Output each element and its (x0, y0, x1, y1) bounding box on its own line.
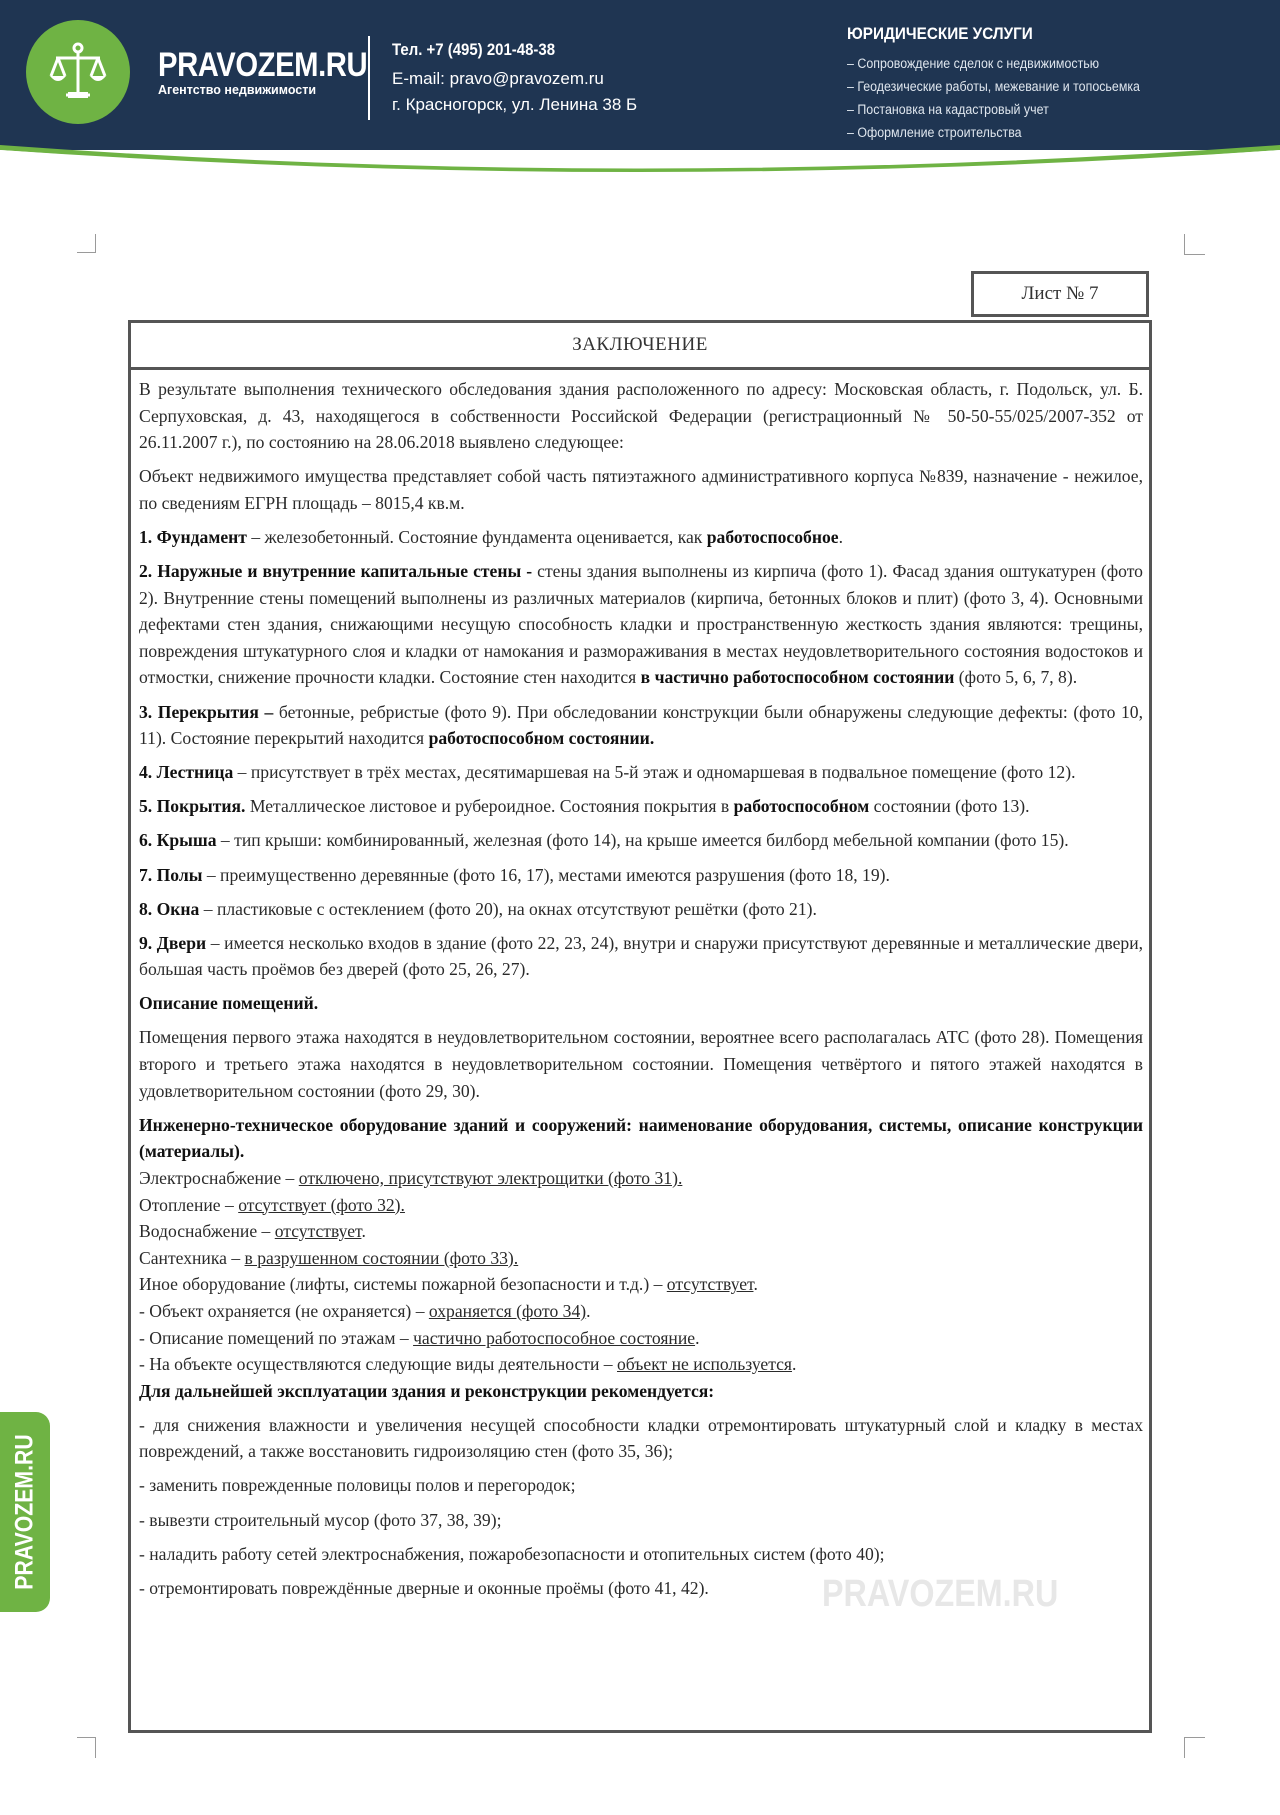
recommend-item: - заменить поврежденные половицы полов и перегородок; (139, 1475, 576, 1496)
equipment-line: Отопление – отсутствует (фото 32). (139, 1194, 405, 1215)
equipment-line: - Описание помещений по этажам – частично работоспособное состояние. (139, 1327, 700, 1348)
brand-name[interactable]: PRAVOZEM.RU (158, 46, 368, 84)
recommend-item: - вывезти строительный мусор (фото 37, 38, 39); (139, 1509, 502, 1530)
side-brand-tab[interactable] (0, 1412, 50, 1612)
recommend-heading: Для дальнейшей эксплуатации здания и реконструкции рекомендуется: (139, 1380, 715, 1401)
item-doors: 9. Двери – имеется несколько входов в здание (фото 22, 23, 24), внутри и снаружи присутствуют деревянные и металлические двери, большая часть проёмов без дверей (фото 25, 26, 27). (139, 932, 1144, 980)
recommend-item: - для снижения влажности и увеличения несущей способности кладки отремонтировать штукатурный слой и кладку в местах повреждений, а также восстановить гидроизоляцию стен (фото 35, 36); (139, 1414, 1143, 1462)
item-windows: 8. Окна – пластиковые с остеклением (фото 20), на окнах отсутствуют решётки (фото 21). (139, 898, 817, 919)
document-page (128, 320, 1152, 1733)
equipment-heading: Инженерно-техническое оборудование зданий и сооружений: наименование оборудования, системы, описание конструкции (материалы). (139, 1114, 1143, 1162)
office-address: г. Красногорск, ул. Ленина 38 Б (392, 95, 638, 114)
item-floors-slabs: 3. Перекрытия – бетонные, ребристые (фото 9). При обследовании конструкции были обнаружены следующие дефекты: (фото 10, 11). Состояние перекрытий находится работоспособном состоянии. (139, 701, 1143, 749)
document-title: ЗАКЛЮЧЕНИЕ (131, 323, 1149, 370)
rooms-paragraph: Помещения первого этажа находятся в неудовлетворительном состоянии, вероятнее всего располагалась АТС (фото 28). Помещения второго и третьего этажа находятся в неудовлетворительном состоянии. Помещения четвёртого и пятого этажей находятся в удовлетворительном состоянии (фото 29, 30). (139, 1027, 1143, 1101)
document-body (131, 370, 1149, 1601)
item-walls: 2. Наружные и внутренние капитальные стены - стены здания выполнены из кирпича (фото 1). Фасад здания оштукатурен (фото 2). Внутренние стены помещений выполнены из различных материалов (кирпича, бетонных блоков и плит) (фото 3, 4). Основными дефектами стен здания, снижающими несущую способность кладки и пространственную жесткость здания являются: трещины, повреждения штукатурного слоя и кладки от намокания и размораживания в местах неудовлетворительного состояния водостоков и отмостки, снижение прочности кладки. Состояние стен находится в частично работоспособном состоянии (фото 5, 6, 7, 8). (139, 561, 1143, 688)
rooms-heading: Описание помещений. (139, 993, 319, 1014)
recommend-item: - наладить работу сетей электроснабжения, пожаробезопасности и отопительных систем (фото 40); (139, 1543, 885, 1564)
brand-subtitle: Агентство недвижимости (158, 83, 317, 97)
equipment-line: - Объект охраняется (не охраняется) – охраняется (фото 34). (139, 1300, 591, 1321)
crop-mark-bottom-left (77, 1737, 96, 1758)
logo[interactable] (26, 20, 130, 124)
services-title: ЮРИДИЧЕСКИЕ УСЛУГИ (847, 24, 1033, 43)
item-floors: 7. Полы – преимущественно деревянные (фото 16, 17), местами имеются разрушения (фото 18, 19). (139, 864, 890, 885)
scales-icon (48, 40, 108, 102)
item-stairs: 4. Лестница – присутствует в трёх местах, десятимаршевая на 5-й этаж и одномаршевая в подвальное помещение (фото 12). (139, 762, 1076, 783)
intro-paragraph: В результате выполнения технического обследования здания расположенного по адресу: Московская область, г. Подольск, ул. Б. Серпуховская, д. 43, находящегося в собственности Российской Федерации (регистрационный № 50-50-55/025/2007-352 от 26.11.2007 г.), по состоянию на 28.06.2018 выявлено следующее: (139, 379, 1143, 453)
equipment-line: Водоснабжение – отсутствует. (139, 1221, 366, 1242)
item-roof: 6. Крыша – тип крыши: комбинированный, железная (фото 14), на крыше имеется билборд мебельной компании (фото 15). (139, 830, 1069, 851)
item-coverings: 5. Покрытия. Металлическое листовое и рубероидное. Состояния покрытия в работоспособном состоянии (фото 13). (139, 796, 1030, 817)
equipment-line: - На объекте осуществляются следующие виды деятельности – объект не используется. (139, 1354, 797, 1375)
service-item: – Оформление строительства (847, 125, 1022, 140)
header-divider (368, 36, 370, 120)
item-foundation: 1. Фундамент – железобетонный. Состояние фундамента оценивается, как работоспособное. (139, 526, 843, 547)
service-item: – Сопровождение сделок с недвижимостью (847, 56, 1100, 71)
equipment-line: Сантехника – в разрушенном состоянии (фото 33). (139, 1247, 519, 1268)
side-brand-label: PRAVOZEM.RU (10, 1434, 39, 1590)
sheet-number: Лист № 7 (971, 271, 1149, 317)
object-paragraph: Объект недвижимого имущества представляет собой часть пятиэтажного административного корпуса №839, назначение - нежилое, по сведениям ЕГРН площадь – 8015,4 кв.м. (139, 466, 1143, 513)
email-address[interactable]: E-mail: pravo@pravozem.ru (392, 69, 604, 88)
services-list (847, 52, 1165, 144)
crop-mark-bottom-right (1184, 1737, 1205, 1758)
recommend-item: - отремонтировать повреждённые дверные и оконные проёмы (фото 41, 42). (139, 1577, 709, 1598)
service-item: – Геодезические работы, межевание и топосьемка (847, 79, 1140, 94)
service-item: – Постановка на кадастровый учет (847, 102, 1049, 117)
phone-number[interactable]: Тел. +7 (495) 201-48-38 (392, 40, 556, 59)
watermark: PRAVOZEM.RU (822, 1573, 1059, 1615)
equipment-line: Электроснабжение – отключено, присутствуют электрощитки (фото 31). (139, 1167, 683, 1188)
crop-mark-top-left (77, 234, 96, 253)
crop-mark-top-right (1184, 234, 1205, 255)
equipment-line: Иное оборудование (лифты, системы пожарной безопасности и т.д.) – отсутствует. (139, 1274, 758, 1295)
